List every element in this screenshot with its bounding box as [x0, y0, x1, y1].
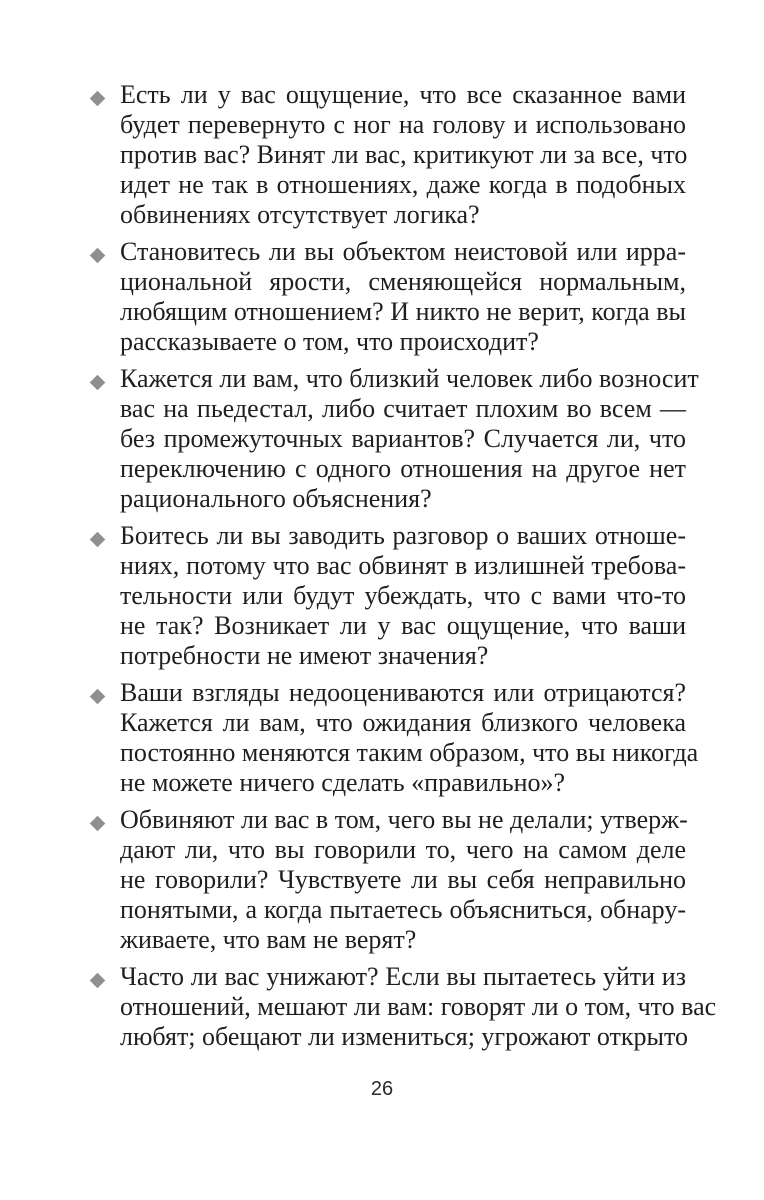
diamond-bullet-icon: [90, 689, 106, 705]
diamond-bullet-icon: [90, 248, 106, 264]
diamond-bullet-icon: [90, 816, 106, 832]
question-item: [86, 80, 686, 230]
question-text-line: Кажется ли вам, что близкий человек либо возносит: [120, 364, 699, 393]
diamond-bullet-icon: [90, 375, 106, 391]
diamond-bullet-icon: [90, 91, 106, 107]
question-text-line: дают ли, что вы говорили то, чего на самом деле: [120, 835, 686, 864]
diamond-bullet-icon: [90, 973, 106, 989]
question-text-line: будет перевернуто с ног на голову и использовано: [120, 110, 686, 139]
question-text-line: постоянно меняются таким образом, что вы никогда: [120, 738, 699, 767]
question-text-line: вас на пьедестал, либо считает плохим во всем —: [120, 394, 686, 423]
question-text-line: Ваши взгляды недооцениваются или отрицаются?: [120, 678, 686, 707]
question-text-line: ниях, потому что вас обвинят в излишней требова-: [120, 551, 686, 580]
question-item: [86, 962, 717, 1052]
question-item: [86, 237, 686, 357]
question-text-line: любящим отношением? И никто не верит, когда вы: [120, 297, 686, 326]
question-text-line: Обвиняют ли вас в том, чего вы не делали; утверж-: [120, 805, 688, 834]
question-text-line: потребности не имеют значения?: [120, 641, 489, 670]
question-text-line: Становитесь ли вы объектом неистовой или ирра-: [120, 237, 686, 266]
question-text-line: не так? Возникает ли у вас ощущение, что ваши: [120, 611, 686, 640]
question-text-line: любят; обещают ли измениться; угрожают открыто: [120, 1022, 689, 1051]
question-text-line: Есть ли у вас ощущение, что все сказанное вами: [120, 80, 686, 109]
question-item: [86, 805, 686, 955]
question-text-line: циональной ярости, сменяющейся нормальным,: [120, 267, 686, 296]
page-number: 26: [370, 1078, 394, 1100]
question-text-line: рассказываете о том, что происходит?: [120, 327, 539, 356]
question-text-line: переключению с одного отношения на другое нет: [120, 454, 686, 483]
question-text-line: против вас? Винят ли вас, критикуют ли за все, что: [120, 140, 688, 169]
question-text-line: Боитесь ли вы заводить разговор о ваших отноше-: [120, 521, 686, 550]
question-text-line: без промежуточных вариантов? Случается ли, что: [120, 424, 686, 453]
diamond-bullet-icon: [90, 532, 106, 548]
question-text-line: не говорили? Чувствуете ли вы себя неправильно: [120, 865, 686, 894]
question-text-line: Часто ли вас унижают? Если вы пытаетесь уйти из: [120, 962, 686, 991]
question-text-line: тельности или будут убеждать, что с вами что-то: [120, 581, 686, 610]
question-text-line: идет не так в отношениях, даже когда в подобных: [120, 170, 686, 199]
question-text-line: отношений, мешают ли вам: говорят ли о том, что вас: [120, 992, 717, 1021]
question-text-line: Кажется ли вам, что ожидания близкого человека: [120, 708, 686, 737]
question-list: [86, 80, 717, 1059]
question-item: [86, 521, 686, 671]
question-text-line: не можете ничего сделать «правильно»?: [120, 768, 566, 797]
question-text-line: обвинениях отсутствует логика?: [120, 200, 480, 229]
question-text-line: живаете, что вам не верят?: [120, 925, 417, 954]
question-item: [86, 678, 699, 798]
question-item: [86, 364, 699, 514]
question-text-line: понятыми, а когда пытаетесь объясниться, обнару-: [120, 895, 686, 924]
question-text-line: рационального объяснения?: [120, 484, 432, 513]
